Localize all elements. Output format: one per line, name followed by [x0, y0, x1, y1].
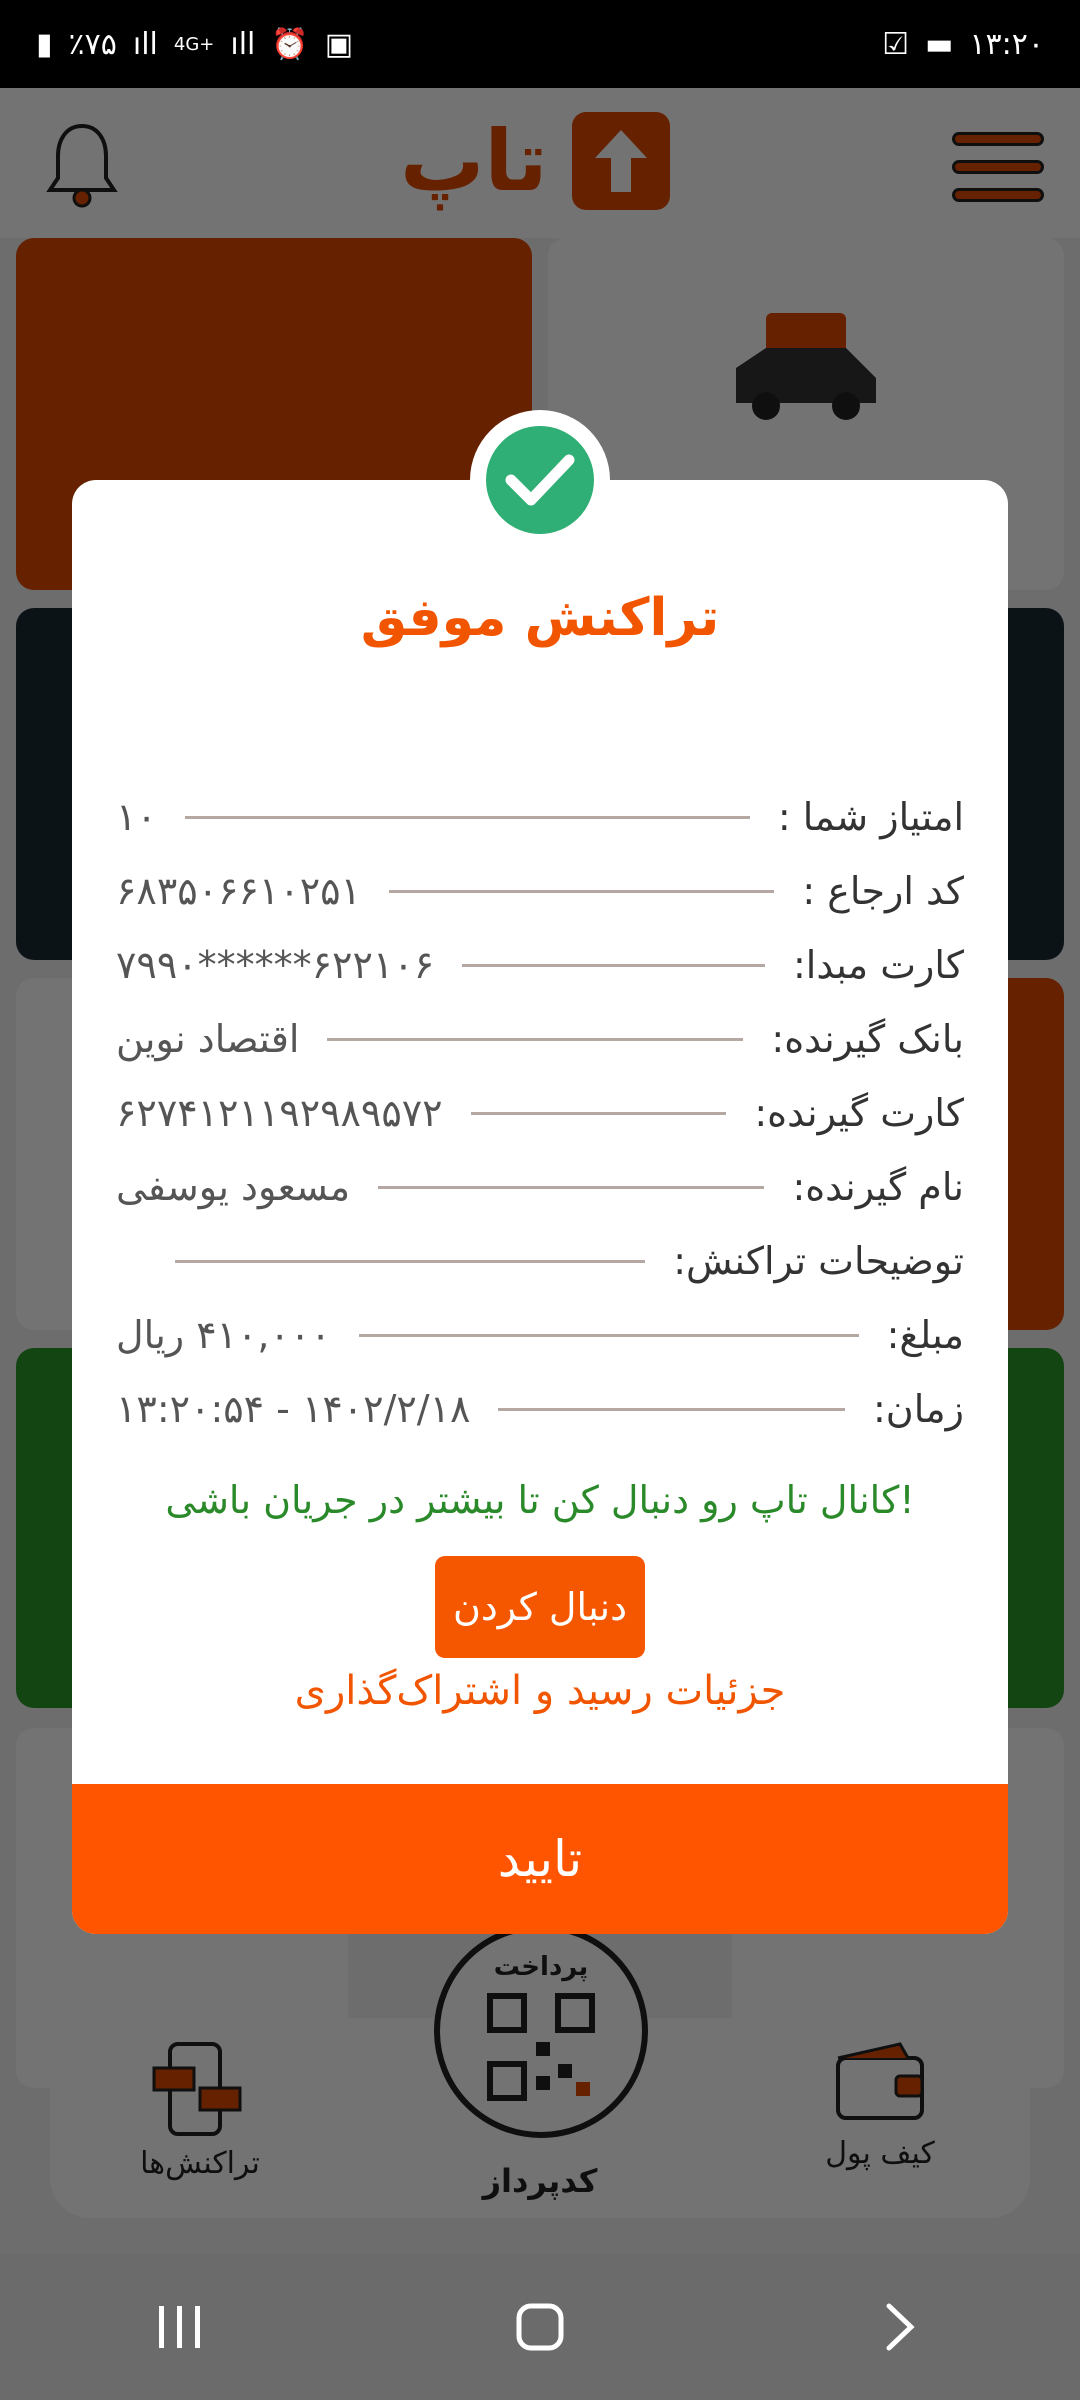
row-reference-code	[116, 854, 964, 928]
row-label: مبلغ:	[886, 1313, 964, 1357]
row-label: کد ارجاع :	[802, 869, 964, 913]
row-divider	[378, 1186, 764, 1189]
checkbox-icon: ☑	[882, 26, 910, 62]
transaction-success-dialog	[72, 480, 1008, 1934]
status-right	[882, 27, 1044, 62]
row-label: کارت مبدا:	[793, 943, 964, 987]
row-value: ۱۴۰۲/۲/۱۸ - ۱۳:۲۰:۵۴	[116, 1387, 471, 1431]
row-value: ۶۸۳۵۰۶۶۱۰۲۵۱	[116, 869, 361, 913]
row-label: توضیحات تراکنش:	[673, 1239, 964, 1283]
row-divider	[359, 1334, 859, 1337]
recent-apps-icon[interactable]	[140, 2287, 220, 2367]
system-nav-bar	[0, 2254, 1080, 2400]
home-icon[interactable]	[500, 2287, 580, 2367]
follow-channel-text: کانال تاپ رو دنبال کن تا بیشتر در جریان باشی!	[165, 1478, 915, 1522]
signal-icon-2: ıll	[230, 26, 256, 62]
battery-level: ٪۷۵	[68, 26, 117, 62]
row-divider	[327, 1038, 743, 1041]
battery-icon: ▮	[36, 26, 53, 62]
dialog-title: تراکنش موفق	[360, 588, 720, 648]
row-time	[116, 1372, 964, 1446]
row-description	[116, 1224, 964, 1298]
success-badge	[470, 410, 610, 550]
clock: ۱۳:۲۰	[969, 26, 1044, 62]
row-value: ۴۱۰,۰۰۰ ریال	[116, 1313, 331, 1357]
row-divider	[471, 1112, 727, 1115]
notification-icon: ▣	[324, 26, 354, 62]
row-value: مسعود یوسفی	[116, 1165, 351, 1209]
back-icon[interactable]	[860, 2287, 940, 2367]
confirm-button[interactable]: تایید	[72, 1784, 1008, 1934]
row-label: امتیاز شما :	[777, 795, 964, 839]
row-label: نام گیرنده:	[792, 1165, 964, 1209]
row-divider	[498, 1408, 845, 1411]
network-type: 4G+	[173, 33, 215, 55]
receipt-details-link[interactable]: جزئیات رسید و اشتراک‌گذاری	[294, 1668, 786, 1714]
row-label: بانک گیرنده:	[771, 1017, 964, 1061]
row-receiver-card	[116, 1076, 964, 1150]
check-icon	[486, 426, 594, 534]
row-value: ۶۲۷۴۱۲۱۱۹۲۹۸۹۵۷۲	[116, 1091, 443, 1135]
row-receiver-name	[116, 1150, 964, 1224]
follow-button[interactable]: دنبال کردن	[435, 1556, 645, 1658]
row-value: ۶۲۲۱۰۶******۷۹۹۰	[116, 943, 435, 987]
row-score	[116, 780, 964, 854]
row-divider	[175, 1260, 645, 1263]
row-amount	[116, 1298, 964, 1372]
row-receiver-bank	[116, 1002, 964, 1076]
folder-icon: ▬	[925, 26, 954, 62]
receipt-rows	[116, 780, 964, 1446]
row-source-card	[116, 928, 964, 1002]
row-divider	[462, 964, 765, 967]
alarm-icon: ⏰	[271, 26, 309, 62]
row-divider	[185, 816, 750, 819]
row-label: کارت گیرنده:	[754, 1091, 964, 1135]
row-divider	[389, 890, 774, 893]
signal-icon: ıll	[132, 26, 158, 62]
row-value: اقتصاد نوین	[116, 1017, 300, 1061]
status-bar	[0, 0, 1080, 88]
row-label: زمان:	[873, 1387, 964, 1431]
row-value: ۱۰	[116, 795, 157, 839]
status-left	[36, 27, 353, 62]
